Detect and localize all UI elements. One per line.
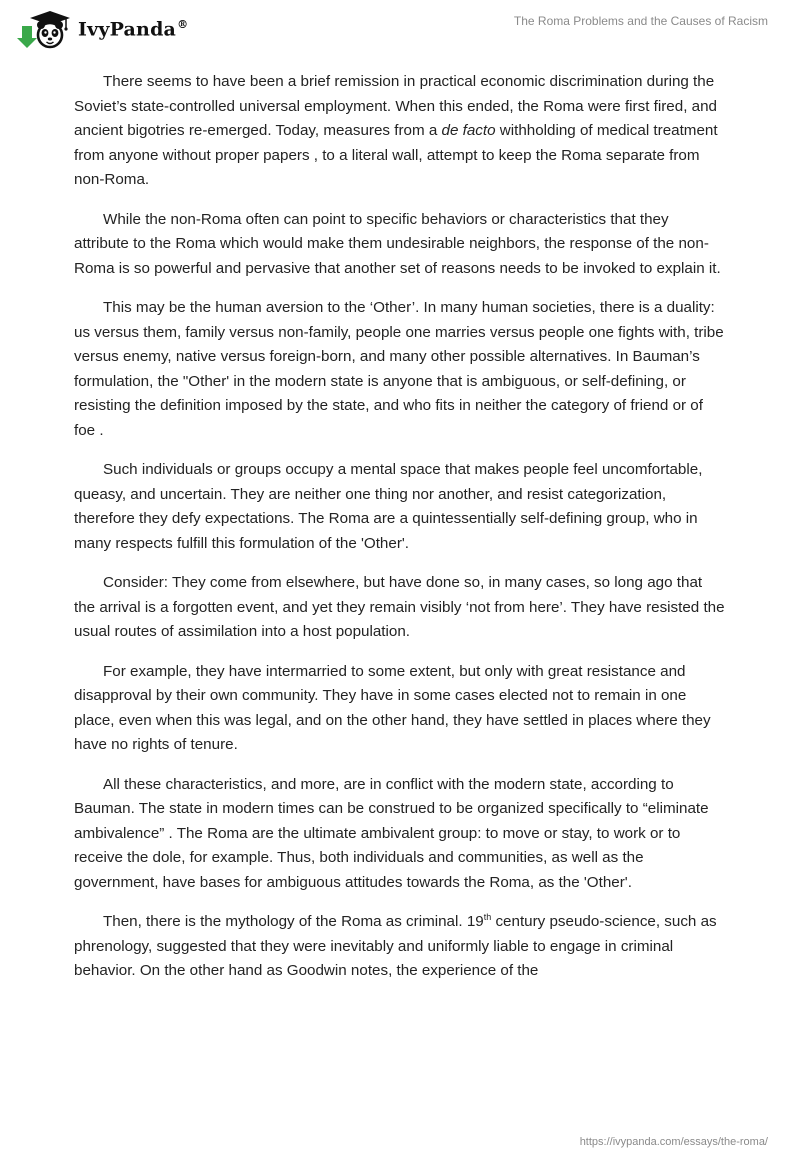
- paragraph-6: For example, they have intermarried to some extent, but only with great resistance and disapproval by their own community. They have in some cases elected not to remain in one place, even when this was legal, and on the other hand, they have settled in places where they have no rights of tenure.: [74, 662, 711, 753]
- paragraph-2: While the non-Roma often can point to specific behaviors or characteristics that they attribute to the Roma which would make them undesirable neighbors, the response of the non-Roma is so powerful and pervasive that another set of reasons needs to be invoked to explain it.: [74, 210, 721, 277]
- ivypanda-logo[interactable]: [14, 8, 188, 50]
- source-url[interactable]: https://ivypanda.com/essays/the-roma/: [579, 1136, 768, 1148]
- paragraph-5: Consider: They come from elsewhere, but have done so, in many cases, so long ago that the arrival is a forgotten event, and yet they remain visibly ‘not from here’. They have resisted the usual routes of assimilation into a host population.: [74, 574, 725, 640]
- superscript-th: th: [483, 911, 492, 922]
- paragraph-4: Such individuals or groups occupy a mental space that makes people feel uncomfortable, queasy, and uncertain. They are neither one thing nor another, and resist categorization, therefore they defy expectations. The Roma are a quintessentially self-defining group, who in many respects fulfill this formulation of the 'Other'.: [74, 461, 703, 552]
- document-title: The Roma Problems and the Causes of Racism: [513, 14, 768, 28]
- paragraph-1: There seems to have been a brief remission in practical economic discrimination during the Soviet’s state-controlled universal employment. When this ended, the Roma were first fired, and ancient bigotries re-emerged. Today, measures from a de facto withholding of medical treatment from anyone without proper papers , to a literal wall, attempt to keep the Roma separate from non-Roma.: [74, 73, 718, 188]
- panda-graduate-logo-icon: [14, 8, 72, 50]
- essay-body: [74, 70, 726, 999]
- page-header: [0, 0, 800, 60]
- paragraph-8: Then, there is the mythology of the Roma as criminal. 19th century pseudo-science, such as phrenology, suggested that they were inevitably and uniformly liable to engage in criminal behavior. On the other hand as Goodwin notes, the experience of the: [74, 911, 717, 979]
- emphasis-de-facto: de facto: [441, 122, 496, 139]
- paragraph-3: This may be the human aversion to the ‘Other’. In many human societies, there is a duality: us versus them, family versus non-family, people one marries versus people one fights with, tribe versus enemy, native versus foreign-born, and many other possible alternatives. In Bauman’s formulation, the "Other' in the modern state is anyone that is ambiguous, or self-defining, or resisting the definition imposed by the state, and who fits in neither the category of friend or of foe .: [74, 299, 724, 439]
- paragraph-7: All these characteristics, and more, are in conflict with the modern state, according to Bauman. The state in modern times can be construed to be organized specifically to “eliminate ambivalence” . The Roma are the ultimate ambivalent group: to move or stay, to work or to receive the dole, for example. Thus, both individuals and communities, as well as the government, have bases for ambiguous attitudes towards the Roma, as the 'Other'.: [74, 775, 709, 891]
- brand-name: IvyPanda®: [78, 17, 189, 41]
